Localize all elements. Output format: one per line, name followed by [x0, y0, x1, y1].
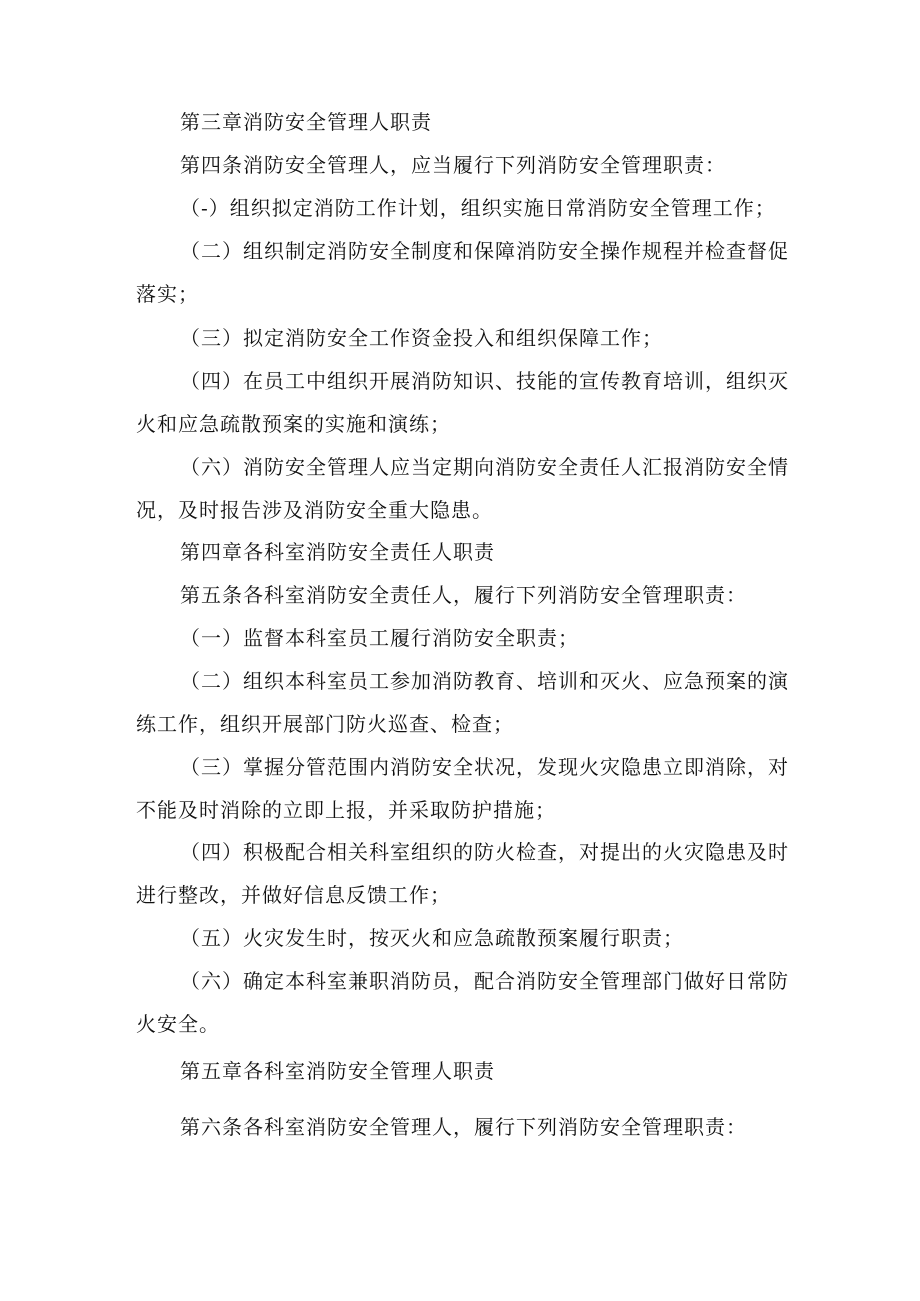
article-paragraph: 第五条各科室消防安全责任人，履行下列消防安全管理职责： — [180, 583, 747, 607]
list-item: （四）在员工中组织开展消防知识、技能的宣传教育培训，组织灭火和应急疏散预案的实施和演练； — [136, 369, 789, 436]
list-item: （四）积极配合相关科室组织的防火检查，对提出的火灾隐患及时进行整改，并做好信息反馈工作； — [136, 840, 789, 907]
list-item: （六）消防安全管理人应当定期向消防安全责任人汇报消防安全情况，及时报告涉及消防安全重大隐患。 — [136, 455, 789, 522]
list-item: （二）组织制定消防安全制度和保障消防安全操作规程并检查督促落实； — [136, 239, 789, 306]
list-item: （三）掌握分管范围内消防安全状况，发现火灾隐患立即消除，对不能及时消除的立即上报，并采取防护措施； — [136, 755, 789, 822]
list-item: （二）组织本科室员工参加消防教育、培训和灭火、应急预案的演练工作，组织开展部门防火巡查、检查； — [136, 669, 789, 736]
chapter-heading: 第四章各科室消防安全责任人职责 — [180, 540, 495, 564]
list-item: （-）组织拟定消防工作计划，组织实施日常消防安全管理工作； — [180, 196, 776, 220]
article-paragraph: 第六条各科室消防安全管理人，履行下列消防安全管理职责： — [180, 1115, 747, 1139]
list-item: （三）拟定消防安全工作资金投入和组织保障工作； — [180, 326, 663, 350]
chapter-heading: 第三章消防安全管理人职责 — [180, 110, 432, 134]
article-paragraph: 第四条消防安全管理人，应当履行下列消防安全管理职责： — [180, 153, 726, 177]
chapter-heading: 第五章各科室消防安全管理人职责 — [180, 1059, 495, 1083]
list-item: （一）监督本科室员工履行消防安全职责； — [180, 626, 579, 650]
list-item: （六）确定本科室兼职消防员，配合消防安全管理部门做好日常防火安全。 — [136, 969, 789, 1036]
list-item: （五）火灾发生时，按灭火和应急疏散预案履行职责； — [180, 926, 684, 950]
